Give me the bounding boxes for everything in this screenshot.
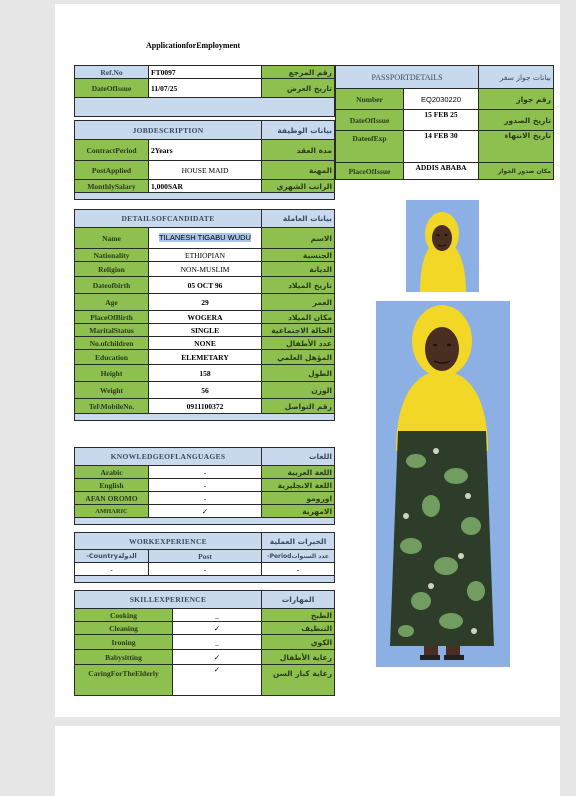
height-value: 158 bbox=[149, 365, 262, 382]
pp-place-label: PlaceOfIssue bbox=[336, 163, 404, 180]
ref-label: Ref.No bbox=[75, 66, 149, 79]
babysitting-value: ✓ bbox=[173, 650, 262, 665]
babysitting-ar: رعاية الأطفال bbox=[262, 650, 335, 665]
spacer-row bbox=[75, 414, 335, 421]
cleaning-ar: التنظيف bbox=[262, 622, 335, 635]
passport-header-ar: بيانات جواز سفر bbox=[479, 66, 554, 89]
salary-label: MonthlySalary bbox=[75, 180, 149, 193]
work-table bbox=[74, 532, 335, 583]
weight-label: Weight bbox=[75, 382, 149, 399]
page-title: ApplicationforEmployment bbox=[146, 41, 241, 50]
tel-label: Tel\MobileNo. bbox=[75, 399, 149, 414]
ironing-value: _ bbox=[173, 635, 262, 650]
age-value: 29 bbox=[149, 294, 262, 311]
salary-ar: الراتب الشهري bbox=[262, 180, 335, 193]
age-ar: العمر bbox=[262, 294, 335, 311]
pp-issue-ar: تاريخ الصدور bbox=[479, 110, 554, 131]
cleaning-label: Cleaning bbox=[75, 622, 173, 635]
pp-exp-label: DateofExp bbox=[336, 131, 404, 163]
skill-header-ar: المهارات bbox=[262, 591, 335, 609]
ref-value: FT0097 bbox=[149, 66, 262, 79]
education-value: ELEMETARY bbox=[149, 350, 262, 365]
english-value: - bbox=[149, 479, 262, 492]
height-ar: الطول bbox=[262, 365, 335, 382]
contract-value: 2Years bbox=[149, 140, 262, 161]
pob-value: WOGERA bbox=[149, 311, 262, 324]
ironing-ar: الكوي bbox=[262, 635, 335, 650]
name-ar: الاسم bbox=[262, 228, 335, 249]
salary-value: 1,000SAR bbox=[149, 180, 262, 193]
ref-table bbox=[74, 65, 335, 117]
passport-header: PASSPORTDETAILS bbox=[336, 66, 479, 89]
pp-issue-label: DateOfIssue bbox=[336, 110, 404, 131]
post-value: HOUSE MAID bbox=[149, 161, 262, 180]
full-body-illustration bbox=[376, 301, 510, 667]
religion-label: Religion bbox=[75, 262, 149, 277]
amharic-value: ✓ bbox=[149, 505, 262, 518]
dob-ar: تاريخ الميلاد bbox=[262, 277, 335, 294]
weight-value: 56 bbox=[149, 382, 262, 399]
job-header-ar: بيانات الوظيفة bbox=[262, 121, 335, 140]
english-label: English bbox=[75, 479, 149, 492]
date-issue-label: DateOfIssue bbox=[75, 79, 149, 98]
pp-place-value: ADDIS ABABA bbox=[404, 163, 479, 180]
religion-value: NON-MUSLIM bbox=[149, 262, 262, 277]
elderly-value: ✓ bbox=[173, 665, 262, 696]
babysitting-label: Babysitting bbox=[75, 650, 173, 665]
children-label: No.ofchildren bbox=[75, 337, 149, 350]
cooking-ar: الطبخ bbox=[262, 609, 335, 622]
education-ar: المؤهل العلمي bbox=[262, 350, 335, 365]
languages-table bbox=[74, 447, 335, 525]
pob-label: PlaceOfBirth bbox=[75, 311, 149, 324]
work-post: - bbox=[149, 563, 262, 576]
lang-header: KNOWLEDGEOFLANGUAGES bbox=[75, 448, 262, 466]
pp-exp-value: 14 FEB 30 bbox=[404, 131, 479, 163]
candidate-table bbox=[74, 209, 335, 421]
cooking-label: Cooking bbox=[75, 609, 173, 622]
height-label: Height bbox=[75, 365, 149, 382]
job-header: JOBDESCRIPTION bbox=[75, 121, 262, 140]
work-header-ar: الخبرات العملية bbox=[262, 533, 335, 550]
oromo-ar: اورومو bbox=[262, 492, 335, 505]
elderly-ar: رعاية كبار السن bbox=[262, 665, 335, 696]
post-ar: المهنة bbox=[262, 161, 335, 180]
pp-number-label: Number bbox=[336, 89, 404, 110]
work-country: - bbox=[75, 563, 149, 576]
next-page bbox=[55, 726, 560, 796]
children-ar: عدد الأطفال bbox=[262, 337, 335, 350]
marital-ar: الحالة الاجتماعية bbox=[262, 324, 335, 337]
arabic-value: - bbox=[149, 466, 262, 479]
pob-ar: مكان الميلاد bbox=[262, 311, 335, 324]
dob-value: 05 OCT 96 bbox=[149, 277, 262, 294]
work-col-country: -Countryالدولة bbox=[75, 550, 149, 563]
name-value: TILANESH TIGABU WUDU bbox=[159, 233, 251, 242]
elderly-label: CaringForTheElderly bbox=[75, 665, 173, 696]
work-header: WORKEXPERIENCE bbox=[75, 533, 262, 550]
ref-ar: رقم المرجع bbox=[262, 66, 335, 79]
amharic-label: AMHARIC bbox=[75, 505, 149, 518]
arabic-ar: اللغة العربية bbox=[262, 466, 335, 479]
spacer-row bbox=[75, 98, 335, 117]
religion-ar: الديانة bbox=[262, 262, 335, 277]
work-col-period: -Periodعدد السنوات bbox=[262, 550, 335, 563]
pp-issue-value: 15 FEB 25 bbox=[404, 110, 479, 131]
marital-value: SINGLE bbox=[149, 324, 262, 337]
marital-label: MaritalStatus bbox=[75, 324, 149, 337]
oromo-value: - bbox=[149, 492, 262, 505]
age-label: Age bbox=[75, 294, 149, 311]
contract-label: ContractPeriod bbox=[75, 140, 149, 161]
spacer-row bbox=[75, 576, 335, 583]
skill-header: SKILLEXPERIENCE bbox=[75, 591, 262, 609]
oromo-label: AFAN OROMO bbox=[75, 492, 149, 505]
weight-ar: الوزن bbox=[262, 382, 335, 399]
post-label: PostApplied bbox=[75, 161, 149, 180]
portrait-illustration bbox=[406, 200, 479, 292]
cleaning-value: ✓ bbox=[173, 622, 262, 635]
cooking-value: _ bbox=[173, 609, 262, 622]
work-col-post: Post bbox=[149, 550, 262, 563]
nationality-label: Nationality bbox=[75, 249, 149, 262]
skills-table bbox=[74, 590, 335, 696]
name-label: Name bbox=[75, 228, 149, 249]
dob-label: Dateofbirth bbox=[75, 277, 149, 294]
date-issue-value: 11/07/25 bbox=[149, 79, 262, 98]
passport-table bbox=[335, 65, 554, 180]
english-ar: اللغة الانجليزية bbox=[262, 479, 335, 492]
nationality-value: ETHIOPIAN bbox=[149, 249, 262, 262]
pp-place-ar: مكان صدور الجواز bbox=[479, 163, 554, 180]
contract-ar: مدة العقد bbox=[262, 140, 335, 161]
lang-header-ar: اللغات bbox=[262, 448, 335, 466]
portrait-photo bbox=[406, 200, 479, 292]
date-issue-ar: تاريخ العرض bbox=[262, 79, 335, 98]
pp-number-value: EQ2030220 bbox=[404, 89, 479, 110]
candidate-header-ar: بيانات العاملة bbox=[262, 210, 335, 228]
candidate-header: DETAILSOFCANDIDATE bbox=[75, 210, 262, 228]
nationality-ar: الجنسية bbox=[262, 249, 335, 262]
arabic-label: Arabic bbox=[75, 466, 149, 479]
tel-value: 0911100372 bbox=[149, 399, 262, 414]
spacer-row bbox=[75, 518, 335, 525]
ironing-label: Ironing bbox=[75, 635, 173, 650]
spacer-row bbox=[75, 193, 335, 200]
job-table bbox=[74, 120, 335, 200]
amharic-ar: الامهرية bbox=[262, 505, 335, 518]
education-label: Education bbox=[75, 350, 149, 365]
tel-ar: رقم التواصل bbox=[262, 399, 335, 414]
pp-exp-ar: تاريخ الانتهاء bbox=[479, 131, 554, 163]
full-body-photo bbox=[376, 301, 510, 667]
pp-number-ar: رقم جواز bbox=[479, 89, 554, 110]
work-period: - bbox=[262, 563, 335, 576]
children-value: NONE bbox=[149, 337, 262, 350]
